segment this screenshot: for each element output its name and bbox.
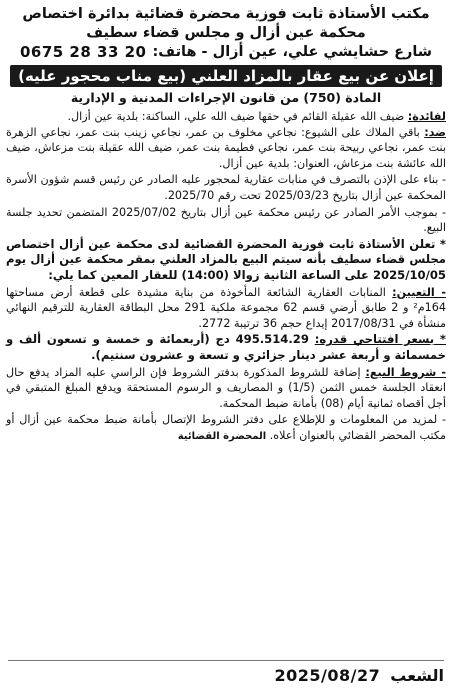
order-paragraph: - بموجب الأمر الصادر عن رئيس محكمة عين أزال بتاريخ 2025/07/02 المتضمن تحديد جلسة البيع. bbox=[6, 205, 446, 235]
beneficiary-label: لفائدة: bbox=[407, 110, 446, 123]
phone-number: 0675 28 33 20 bbox=[19, 43, 147, 61]
publication-date: 2025/08/27 bbox=[274, 665, 381, 685]
beneficiary-paragraph bbox=[6, 109, 446, 125]
legal-article: المادة (750) من قانون الإجراءات المدنية و الإدارية bbox=[70, 90, 382, 105]
property-description bbox=[6, 285, 446, 332]
announcement-paragraph: * تعلن الأستاذة ثابت فوزية المحضرة القضائية لدى محكمة عين أزال اختصاص مجلس قضاء سطيف بأنه سيتم البيع بالمزاد العلني بمقر محكمة عين أزال يوم 2025/10/05 على الساعة الثانية زوالا (14:00) للعقار المعين كما يلي: bbox=[6, 236, 446, 282]
authorization-paragraph: - بناء على الإذن بالتصرف في منابات عقارية لمحجور عليه الصادر عن رئيس قسم شؤون الأسرة المحكمة عين أزال بتاريخ 2025/03/23 تحت رقم 2025/70. bbox=[6, 173, 446, 202]
beneficiary-text: ضيف الله عقيلة القائم في حقها ضيف الله علي، الساكنة: بلدية عين أزال. bbox=[67, 110, 405, 123]
newspaper-name: الشعب bbox=[390, 665, 444, 685]
office-address bbox=[6, 43, 446, 62]
against-paragraph bbox=[6, 125, 446, 172]
price-text: 495.514.29 دج (أربعمائة و خمسة و تسعون ألف و خمسمائة و أربعة عشر دينار جزائري و تسعة و عشرون سنتيم). bbox=[6, 332, 446, 362]
terms-text: إضافة للشروط المذكورة بدفتر الشروط فإن الراسي عليه المزاد يدفع حال انعقاد الجلسة خمس الثمن (1/5) و المصاريف و الرسوم المستحقة ويدفع المبلغ المتبقي في أجل أقصاه ثمانية أيام (08) بأمانة ضبط المحكمة. bbox=[6, 365, 446, 410]
info-paragraph bbox=[6, 412, 446, 444]
sale-terms bbox=[6, 365, 446, 412]
against-text: باقي الملاك على الشيوع: نجاعي مخلوف بن عمر، نجاعي زينب بنت عمر، نجاعي الزهرة بنت عمر، نجاعي ربيحة بنت عمر، نجاعي فطيمة بنت عمر، ضيف الله عقيلة بنت مزعاش، ضيف الله عائشة بنت مزعاش، العنوان: بلدية عين أزال. bbox=[6, 125, 446, 170]
office-header bbox=[6, 5, 446, 62]
notice-body bbox=[6, 109, 446, 444]
against-label: ضد: bbox=[424, 125, 446, 139]
court-jurisdiction: محكمة عين أزال و مجلس قضاء سطيف bbox=[86, 25, 366, 41]
price-label: * بسعر افتتاحي قدره: bbox=[314, 332, 446, 347]
signature: المحضرة القضائية bbox=[177, 430, 267, 442]
opening-price bbox=[6, 332, 446, 363]
address-text: شارع حشايشي علي، عين أزال - هاتف: bbox=[152, 44, 433, 60]
info-text: - لمزيد من المعلومات و للإطلاع على دفتر الشروط الإتصال بأمانة ضبط محكمة عين أزال أو مكتب المحضر القضائي بالعنوان أعلاه. bbox=[6, 413, 446, 442]
publication-footer bbox=[8, 660, 444, 689]
terms-label: - شروط البيع: bbox=[365, 365, 446, 379]
description-label: - التعيين: bbox=[392, 285, 447, 299]
description-text: المنابات العقارية الشائعة المأخوذة من بناية مشيدة على قطعة أرض مساحتها 164م² و 2 طابق أرضي قسم 62 مجموعة ملكية 291 محل البطاقة العقارية للترقيم النهائي منشأة في 2017/08/31 إيداع حجم 36 ترتيبة 2772. bbox=[6, 285, 446, 330]
office-name: مكتب الأستاذة ثابت فوزية محضرة قضائية بدائرة اختصاص bbox=[22, 6, 430, 22]
notice-title: إعلان عن بيع عقار بالمزاد العلني (بيع مناب محجور عليه) bbox=[10, 65, 442, 87]
